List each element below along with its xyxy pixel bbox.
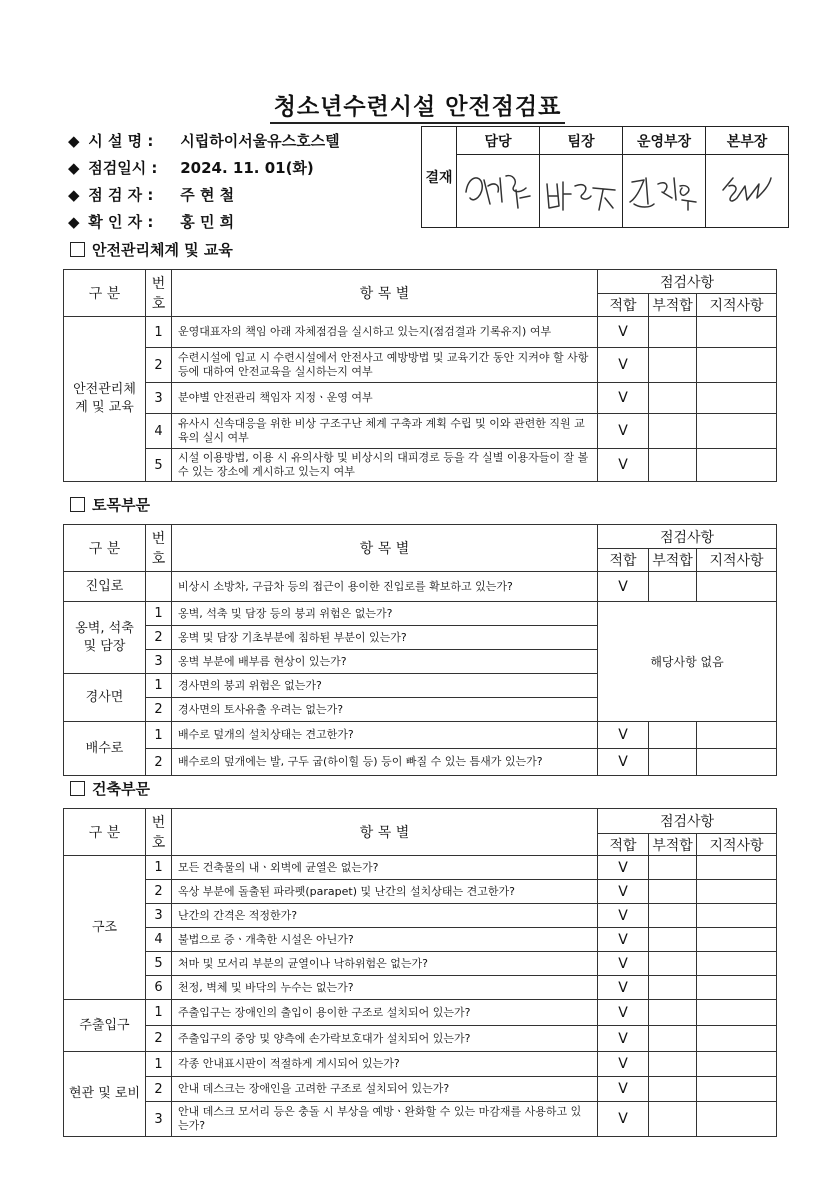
item-cell: 수련시설에 입교 시 수련시설에서 안전사고 예방방법 및 교육기간 동안 지켜야 할 사항 등에 대하여 안전교육을 실시하는지 여부 [172,348,598,383]
facility-info: ◆ 시 설 명 : 시립하이서울유스호스텔 ◆ 점검일시 : 2024. 11. 01(화) ◆ 점 검 자 : 주 현 철 ◆ 확 인 자 : 홍 민 희 [68,128,340,236]
table-row [64,976,777,1000]
table-row [64,880,777,904]
safety-management-table [63,269,777,482]
header-cell: 적합 [598,834,649,856]
header-row [64,525,777,549]
empty-cell [697,317,777,348]
header-number: 번호 [146,270,172,317]
empty-cell [649,1026,697,1052]
empty-cell [697,572,777,602]
number-cell: 2 [146,626,172,650]
empty-cell [697,1000,777,1026]
check-mark-cell: V [598,976,649,1000]
header-cell: 점검사항 [598,809,777,834]
item-cell: 안내 데스크는 장애인을 고려한 구조로 설치되어 있는가? [172,1077,598,1102]
category-cell: 옹벽, 석축 및 담장 [64,602,146,674]
number-cell: 2 [146,698,172,722]
empty-cell [649,856,697,880]
empty-cell [649,317,697,348]
item-cell: 경사면의 붕괴 위험은 없는가? [172,674,598,698]
table-row [64,414,777,449]
checkbox-square-icon [70,497,85,512]
section-title-civil: 토목부문 [70,494,150,515]
check-mark-cell: V [598,383,649,414]
diamond-bullet-icon: ◆ [68,186,80,204]
check-mark-cell: V [598,449,649,482]
item-cell: 옹벽, 석축 및 담장 등의 붕괴 위험은 없는가? [172,602,598,626]
empty-cell [649,749,697,776]
number-cell: 2 [146,1077,172,1102]
empty-cell [649,414,697,449]
check-mark-cell: V [598,880,649,904]
category-cell: 경사면 [64,674,146,722]
table-row [64,449,777,482]
empty-cell [697,1026,777,1052]
signature-staff [457,155,540,228]
item-cell: 불법으로 증ㆍ개축한 시설은 아닌가? [172,928,598,952]
table-row [64,602,777,626]
category-cell: 배수로 [64,722,146,776]
diamond-bullet-icon: ◆ [68,213,80,231]
empty-cell [697,749,777,776]
item-cell: 주출입구의 중앙 및 양측에 손가락보호대가 설치되어 있는가? [172,1026,598,1052]
diamond-bullet-icon: ◆ [68,159,80,177]
check-mark-cell: V [598,722,649,749]
header-cell: 항 목 별 [172,525,598,572]
check-mark-cell: V [598,904,649,928]
item-cell: 옥상 부분에 돌출된 파라펫(parapet) 및 난간의 설치상태는 견고한가? [172,880,598,904]
number-cell: 3 [146,383,172,414]
number-cell: 1 [146,1052,172,1077]
approval-box [421,126,789,228]
check-mark-cell: V [598,1077,649,1102]
header-check: 점검사항 [598,270,777,294]
check-mark-cell: V [598,414,649,449]
checkbox-square-icon [70,781,85,796]
empty-cell [697,976,777,1000]
number-cell: 5 [146,952,172,976]
empty-cell [649,1000,697,1026]
empty-cell [697,449,777,482]
check-mark-cell: V [598,952,649,976]
table-row [64,383,777,414]
category-cell: 진입로 [64,572,146,602]
header-cell: 항 목 별 [172,809,598,856]
diamond-bullet-icon: ◆ [68,132,80,150]
item-cell: 난간의 간격은 적정한가? [172,904,598,928]
number-cell: 1 [146,602,172,626]
table-row [64,952,777,976]
category-cell: 주출입구 [64,1000,146,1052]
number-cell: 4 [146,928,172,952]
header-cell: 적합 [598,549,649,572]
header-cell: 구 분 [64,525,146,572]
item-cell: 옹벽 부분에 배부름 현상이 있는가? [172,650,598,674]
item-cell: 처마 및 모서리 부분의 균열이나 낙하위험은 없는가? [172,952,598,976]
empty-cell [649,348,697,383]
empty-cell [649,1052,697,1077]
role-operations-head: 운영부장 [623,127,706,155]
item-cell: 주출입구는 장애인의 출입이 용이한 구조로 설치되어 있는가? [172,1000,598,1026]
header-cell: 부적합 [649,549,697,572]
checkbox-square-icon [70,242,85,257]
empty-cell [697,1102,777,1137]
header-cell: 번호 [146,525,172,572]
item-cell: 경사면의 토사유출 우려는 없는가? [172,698,598,722]
header-cell: 점검사항 [598,525,777,549]
number-cell: 3 [146,904,172,928]
number-cell: 1 [146,1000,172,1026]
table-row [64,904,777,928]
header-cell: 지적사항 [697,834,777,856]
header-ng: 부적합 [649,294,697,317]
item-cell: 유사시 신속대응을 위한 비상 구조구난 체계 구축과 계획 수립 및 이와 관련한 직원 교육의 실시 여부 [172,414,598,449]
item-cell: 시설 이용방법, 이용 시 유의사항 및 비상시의 대피경로 등을 각 실별 이용자들이 잘 볼 수 있는 장소에 게시하고 있는지 여부 [172,449,598,482]
role-team-lead: 팀장 [540,127,623,155]
check-mark-cell: V [598,317,649,348]
empty-cell [649,1077,697,1102]
table-row [64,928,777,952]
empty-cell [697,952,777,976]
signature-division-head [706,155,789,228]
check-mark-cell: V [598,348,649,383]
check-mark-cell: V [598,1052,649,1077]
empty-cell [649,952,697,976]
header-note: 지적사항 [697,294,777,317]
check-mark-cell: V [598,1102,649,1137]
empty-cell [697,722,777,749]
item-cell: 운영대표자의 책임 아래 자체점검을 실시하고 있는지(점검결과 기록유지) 여부 [172,317,598,348]
empty-cell [649,722,697,749]
empty-cell [697,383,777,414]
number-cell: 1 [146,722,172,749]
number-cell [146,572,172,602]
table-row [64,1052,777,1077]
category-cell: 구조 [64,856,146,1000]
civil-engineering-table [63,524,777,776]
empty-cell [697,1052,777,1077]
role-division-head: 본부장 [706,127,789,155]
check-mark-cell: V [598,1000,649,1026]
number-cell: 2 [146,348,172,383]
check-mark-cell: V [598,856,649,880]
empty-cell [649,449,697,482]
number-cell: 3 [146,650,172,674]
empty-cell [649,383,697,414]
number-cell: 2 [146,749,172,776]
table-row [64,1077,777,1102]
header-cell: 구 분 [64,809,146,856]
number-cell: 3 [146,1102,172,1137]
check-mark-cell: V [598,749,649,776]
header-cell: 부적합 [649,834,697,856]
table-row [64,722,777,749]
empty-cell [697,1077,777,1102]
number-cell: 6 [146,976,172,1000]
header-row [64,809,777,834]
approval-label: 결재 [422,127,457,228]
empty-cell [697,904,777,928]
category-cell: 안전관리체계 및 교육 [64,317,146,482]
table-row [64,856,777,880]
item-cell: 분야별 안전관리 책임자 지정ㆍ운영 여부 [172,383,598,414]
number-cell: 2 [146,1026,172,1052]
header-cell: 지적사항 [697,549,777,572]
category-cell: 현관 및 로비 [64,1052,146,1137]
check-mark-cell: V [598,928,649,952]
section-title-building: 건축부문 [70,778,150,799]
number-cell: 5 [146,449,172,482]
role-staff: 담당 [457,127,540,155]
item-cell: 배수로 덮개의 설치상태는 견고한가? [172,722,598,749]
header-ok: 적합 [598,294,649,317]
table-row [64,572,777,602]
empty-cell [649,1102,697,1137]
not-applicable-cell: 해당사항 없음 [598,602,777,722]
signature-team-lead [540,155,623,228]
empty-cell [697,348,777,383]
header-item: 항 목 별 [172,270,598,317]
table-row [64,1102,777,1137]
empty-cell [649,904,697,928]
table-row [64,1026,777,1052]
header-row [64,270,777,294]
item-cell: 옹벽 및 담장 기초부분에 침하된 부분이 있는가? [172,626,598,650]
building-table [63,808,777,1137]
table-row [64,348,777,383]
table-row [64,317,777,348]
number-cell: 1 [146,856,172,880]
empty-cell [649,928,697,952]
header-cell: 번호 [146,809,172,856]
empty-cell [697,856,777,880]
number-cell: 2 [146,880,172,904]
item-cell: 각종 안내표시판이 적절하게 게시되어 있는가? [172,1052,598,1077]
check-mark-cell: V [598,572,649,602]
signature-operations-head [623,155,706,228]
item-cell: 배수로의 덮개에는 발, 구두 굽(하이힐 등) 등이 빠질 수 있는 틈새가 있는가? [172,749,598,776]
empty-cell [697,928,777,952]
empty-cell [649,976,697,1000]
number-cell: 1 [146,317,172,348]
section-title-safety: 안전관리체계 및 교육 [70,239,233,260]
table-row [64,749,777,776]
empty-cell [649,880,697,904]
check-mark-cell: V [598,1026,649,1052]
empty-cell [697,880,777,904]
number-cell: 4 [146,414,172,449]
document-title: 청소년수련시설 안전점검표 [0,88,835,121]
table-row [64,1000,777,1026]
item-cell: 천정, 벽체 및 바닥의 누수는 없는가? [172,976,598,1000]
item-cell: 모든 건축물의 내ㆍ외벽에 균열은 없는가? [172,856,598,880]
empty-cell [697,414,777,449]
header-category: 구 분 [64,270,146,317]
number-cell: 1 [146,674,172,698]
item-cell: 비상시 소방차, 구급차 등의 접근이 용이한 진입로를 확보하고 있는가? [172,572,598,602]
item-cell: 안내 데스크 모서리 등은 충돌 시 부상을 예방ㆍ완화할 수 있는 마감재를 사용하고 있는가? [172,1102,598,1137]
empty-cell [649,572,697,602]
